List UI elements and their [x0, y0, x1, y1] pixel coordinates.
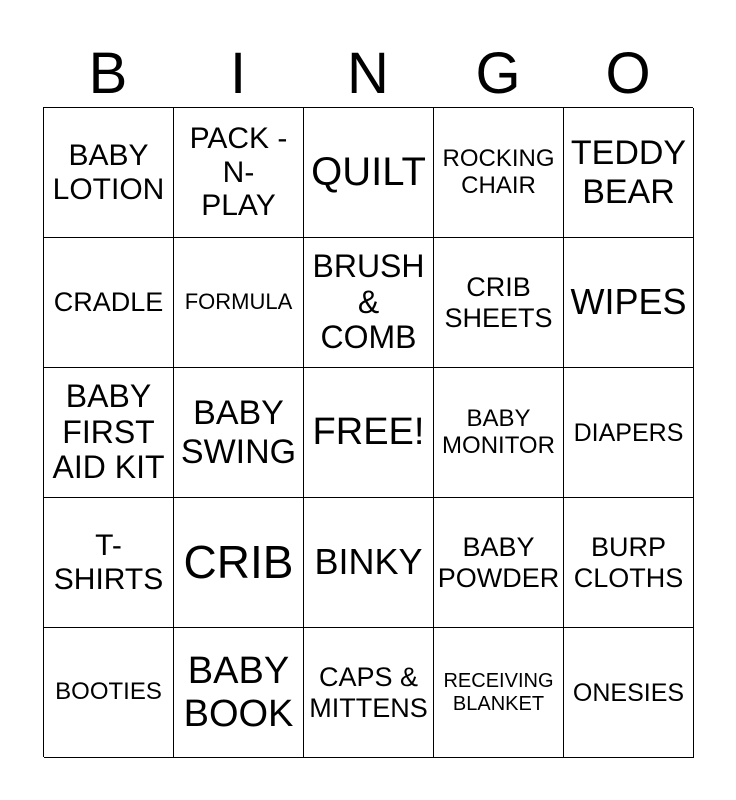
bingo-cell[interactable]	[564, 628, 694, 758]
header-letter-b: B	[88, 41, 128, 106]
cell-text: BABY FIRST AID KIT	[52, 377, 165, 486]
cell-text: CRIB SHEETS	[444, 272, 553, 333]
cell-text: RECEIVING BLANKET	[443, 670, 554, 715]
cell-text: FORMULA	[184, 289, 293, 315]
bingo-cell[interactable]	[564, 498, 694, 628]
cell-text: BURP CLOTHS	[573, 532, 684, 593]
bingo-card-grid	[43, 107, 693, 757]
bingo-cell[interactable]	[174, 368, 304, 498]
bingo-cell[interactable]	[434, 368, 564, 498]
cell-text: BABY POWDER	[437, 532, 560, 593]
bingo-cell[interactable]	[44, 368, 174, 498]
bingo-cell[interactable]	[174, 498, 304, 628]
bingo-cell[interactable]	[434, 238, 564, 368]
bingo-cell[interactable]	[304, 238, 434, 368]
cell-text: WIPES	[570, 281, 687, 323]
cell-text: BOOTIES	[55, 678, 162, 706]
cell-text: BRUSH & COMB	[312, 247, 425, 356]
header-letter-g: G	[475, 41, 521, 106]
cell-text: TEDDY BEAR	[570, 134, 687, 211]
cell-text: ROCKING CHAIR	[442, 144, 555, 199]
cell-text: BABY BOOK	[183, 649, 294, 735]
bingo-cell[interactable]	[304, 498, 434, 628]
header-letter-n: N	[347, 41, 389, 106]
bingo-cell[interactable]	[564, 238, 694, 368]
cell-text: CRIB	[183, 535, 294, 588]
cell-text: T- SHIRTS	[53, 528, 164, 596]
cell-text: CAPS & MITTENS	[309, 662, 428, 723]
bingo-cell[interactable]	[174, 238, 304, 368]
cell-text: BABY LOTION	[52, 138, 165, 206]
header-letter-i: I	[229, 41, 247, 106]
free-space-text: FREE!	[312, 411, 425, 454]
cell-text: ONESIES	[572, 678, 685, 707]
cell-text: BINKY	[314, 541, 423, 583]
bingo-cell[interactable]	[564, 368, 694, 498]
bingo-cell[interactable]	[44, 628, 174, 758]
free-space-cell[interactable]	[304, 368, 434, 498]
bingo-cell[interactable]	[174, 108, 304, 238]
cell-text: DIAPERS	[573, 418, 684, 447]
cell-text: QUILT	[311, 150, 426, 195]
bingo-cell[interactable]	[174, 628, 304, 758]
bingo-cell[interactable]	[44, 238, 174, 368]
bingo-cell[interactable]	[304, 628, 434, 758]
bingo-cell[interactable]	[434, 498, 564, 628]
bingo-cell[interactable]	[44, 108, 174, 238]
cell-text: CRADLE	[53, 287, 164, 318]
bingo-cell[interactable]	[304, 108, 434, 238]
cell-text: PACK - N- PLAY	[189, 122, 288, 223]
cell-text: BABY SWING	[180, 394, 297, 471]
bingo-header	[43, 40, 693, 108]
bingo-cell[interactable]	[434, 108, 564, 238]
bingo-cell[interactable]	[44, 498, 174, 628]
header-letter-o: O	[605, 41, 651, 106]
cell-text: BABY MONITOR	[442, 404, 555, 459]
bingo-cell[interactable]	[434, 628, 564, 758]
bingo-cell[interactable]	[564, 108, 694, 238]
